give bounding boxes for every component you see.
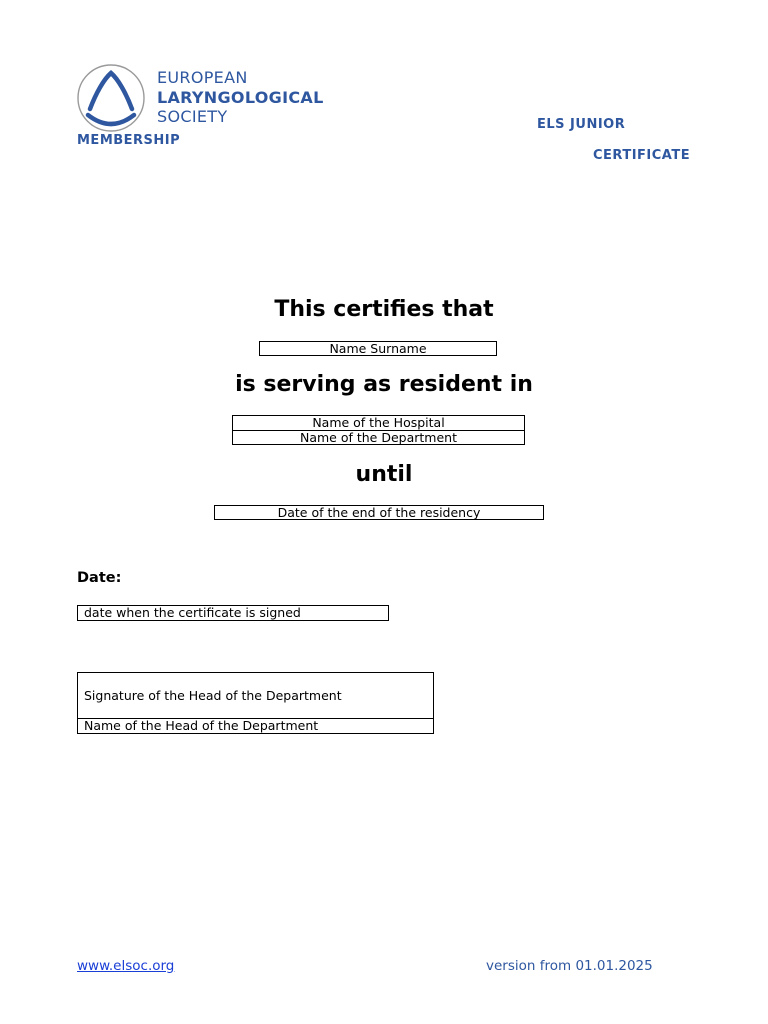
website-link[interactable]: www.elsoc.org — [77, 958, 175, 974]
head-name-field[interactable]: Name of the Head of the Department — [77, 718, 434, 734]
signed-date-field[interactable]: date when the certificate is signed — [77, 605, 389, 621]
els-logo-icon — [76, 63, 146, 133]
version-text: version from 01.01.2025 — [486, 958, 653, 974]
residency-end-date-field[interactable]: Date of the end of the residency — [214, 505, 544, 520]
serving-heading: is serving as resident in — [235, 372, 533, 397]
date-label: Date: — [77, 570, 122, 586]
org-name-line2: LARYNGOLOGICAL — [157, 88, 324, 107]
until-heading: until — [355, 462, 413, 487]
signature-field[interactable]: Signature of the Head of the Department — [77, 672, 434, 719]
certificate-title-line2: CERTIFICATE — [593, 148, 691, 163]
certifies-heading: This certifies that — [274, 297, 494, 322]
membership-label: MEMBERSHIP — [77, 133, 181, 148]
org-name-line1: EUROPEAN — [157, 68, 248, 87]
hospital-name-field[interactable]: Name of the Hospital — [232, 415, 525, 431]
certificate-title-line1: ELS JUNIOR — [537, 117, 626, 132]
department-name-field[interactable]: Name of the Department — [232, 430, 525, 445]
org-name-line3: SOCIETY — [157, 107, 228, 126]
name-surname-field[interactable]: Name Surname — [259, 341, 497, 356]
